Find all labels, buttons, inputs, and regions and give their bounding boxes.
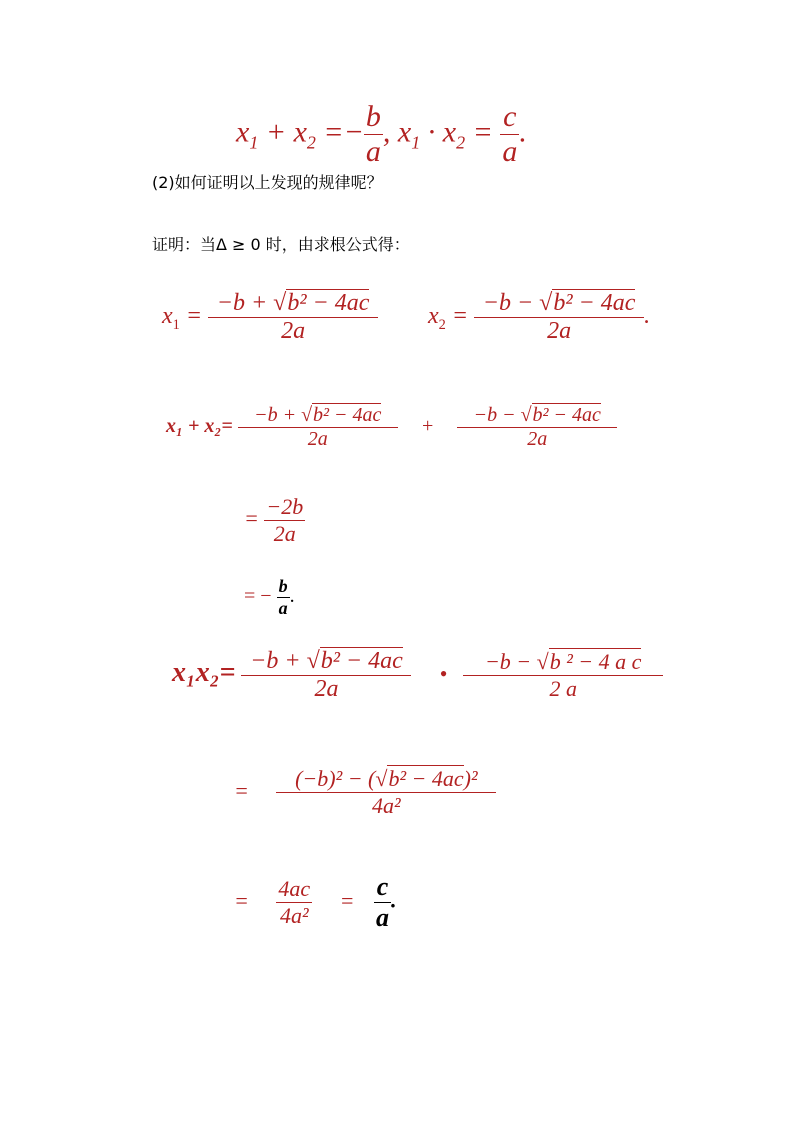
den: 2a bbox=[281, 318, 306, 344]
num-text: −b + √ bbox=[250, 648, 320, 674]
num-text: −b + √ bbox=[254, 404, 313, 426]
sum-lhs: x₁ + x₂= bbox=[166, 415, 233, 438]
equals-minus: = − bbox=[244, 585, 272, 608]
root-x1-fraction bbox=[208, 290, 378, 345]
num-text: −b − √ bbox=[484, 649, 549, 674]
den: 2a bbox=[314, 676, 339, 702]
sub: 2 bbox=[306, 132, 316, 153]
x-var: x bbox=[293, 115, 307, 149]
product-lhs: x₁x₂= bbox=[172, 657, 236, 689]
num bbox=[238, 404, 398, 427]
sub: 2 bbox=[456, 132, 466, 153]
x-var: x bbox=[162, 303, 173, 330]
radicand: b² − 4ac bbox=[532, 404, 601, 426]
equals: = bbox=[185, 303, 203, 330]
den: a bbox=[375, 903, 389, 932]
sum-line bbox=[166, 404, 617, 451]
period: . bbox=[644, 303, 651, 330]
num bbox=[463, 649, 663, 675]
product-step1-frac bbox=[276, 766, 496, 819]
den: 4a² bbox=[372, 793, 401, 818]
proof-intro: 证明：当Δ ≥ 0 时，由求根公式得： bbox=[152, 235, 410, 254]
fraction-b-over-a bbox=[364, 100, 383, 169]
den: a bbox=[278, 598, 288, 618]
x-var: x bbox=[442, 115, 457, 149]
equals: = bbox=[339, 887, 355, 913]
num bbox=[457, 404, 617, 427]
num bbox=[276, 766, 496, 792]
den: 2a bbox=[273, 521, 296, 546]
num: c bbox=[503, 100, 517, 133]
product-frac-a bbox=[241, 648, 411, 703]
den: 2a bbox=[307, 428, 328, 450]
radicand: b² − 4ac bbox=[313, 404, 382, 426]
radicand: b ² − 4 a c bbox=[549, 649, 642, 674]
den: 2a bbox=[547, 318, 572, 344]
num-text-end: )² bbox=[463, 766, 478, 791]
sum-step1 bbox=[244, 494, 305, 547]
equals: = bbox=[323, 115, 344, 149]
num-text: −b + √ bbox=[216, 290, 287, 316]
num-text: −b − √ bbox=[482, 290, 553, 316]
sub: 1 bbox=[411, 132, 421, 153]
num bbox=[241, 648, 411, 675]
sum-frac-a bbox=[238, 404, 398, 451]
period: . bbox=[390, 887, 397, 913]
radicand: b² − 4ac bbox=[287, 290, 370, 316]
sub: 2 bbox=[438, 316, 446, 333]
sub: 1 bbox=[172, 316, 180, 333]
root-x1 bbox=[162, 290, 378, 345]
den: 2 a bbox=[549, 676, 577, 701]
sum-step2 bbox=[244, 576, 295, 619]
product-step2-frac bbox=[276, 876, 312, 929]
num bbox=[208, 290, 378, 317]
product-step1 bbox=[234, 766, 496, 819]
sum-frac-b bbox=[457, 404, 617, 451]
plus: + bbox=[265, 115, 287, 149]
den: a bbox=[502, 135, 518, 168]
product-line bbox=[172, 648, 663, 703]
sub: 1 bbox=[249, 132, 259, 153]
x-var: x bbox=[397, 115, 412, 149]
den: 4a² bbox=[279, 903, 309, 928]
header-formula bbox=[236, 100, 527, 169]
equals: = bbox=[234, 887, 249, 913]
radicand: b² − 4ac bbox=[320, 648, 403, 674]
equals: = bbox=[472, 115, 493, 149]
num: b bbox=[365, 100, 381, 133]
product-frac-b bbox=[463, 649, 663, 702]
radicand: b² − 4ac bbox=[388, 766, 464, 791]
x-var: x bbox=[236, 115, 250, 149]
num: −2b bbox=[266, 494, 304, 519]
den: 2a bbox=[527, 428, 548, 450]
fraction-c-over-a bbox=[500, 100, 519, 169]
minus: − bbox=[343, 115, 364, 149]
equals: = bbox=[451, 303, 469, 330]
den: a bbox=[365, 135, 381, 168]
sum-step1-frac bbox=[264, 494, 305, 547]
dot: · bbox=[427, 115, 436, 149]
comma: , bbox=[382, 115, 391, 149]
sum-step2-frac bbox=[277, 576, 290, 619]
num: c bbox=[376, 872, 389, 901]
equals: = bbox=[244, 505, 259, 531]
root-x2-fraction bbox=[474, 290, 644, 345]
multiply-dot: • bbox=[439, 661, 448, 687]
equals: = bbox=[234, 777, 249, 803]
product-result-frac bbox=[374, 872, 391, 933]
x-var: x bbox=[428, 303, 439, 330]
num bbox=[474, 290, 644, 317]
product-step2 bbox=[234, 872, 396, 933]
root-x2 bbox=[428, 290, 650, 345]
num-text: −b − √ bbox=[473, 404, 532, 426]
period: . bbox=[519, 115, 527, 149]
radicand: b² − 4ac bbox=[553, 290, 636, 316]
question-text: (2)如何证明以上发现的规律呢？ bbox=[152, 173, 383, 192]
plus: + bbox=[420, 415, 435, 438]
num-text: (−b)² − (√ bbox=[295, 766, 388, 791]
period: . bbox=[289, 585, 295, 608]
num: 4ac bbox=[278, 876, 311, 901]
num: b bbox=[278, 576, 288, 596]
